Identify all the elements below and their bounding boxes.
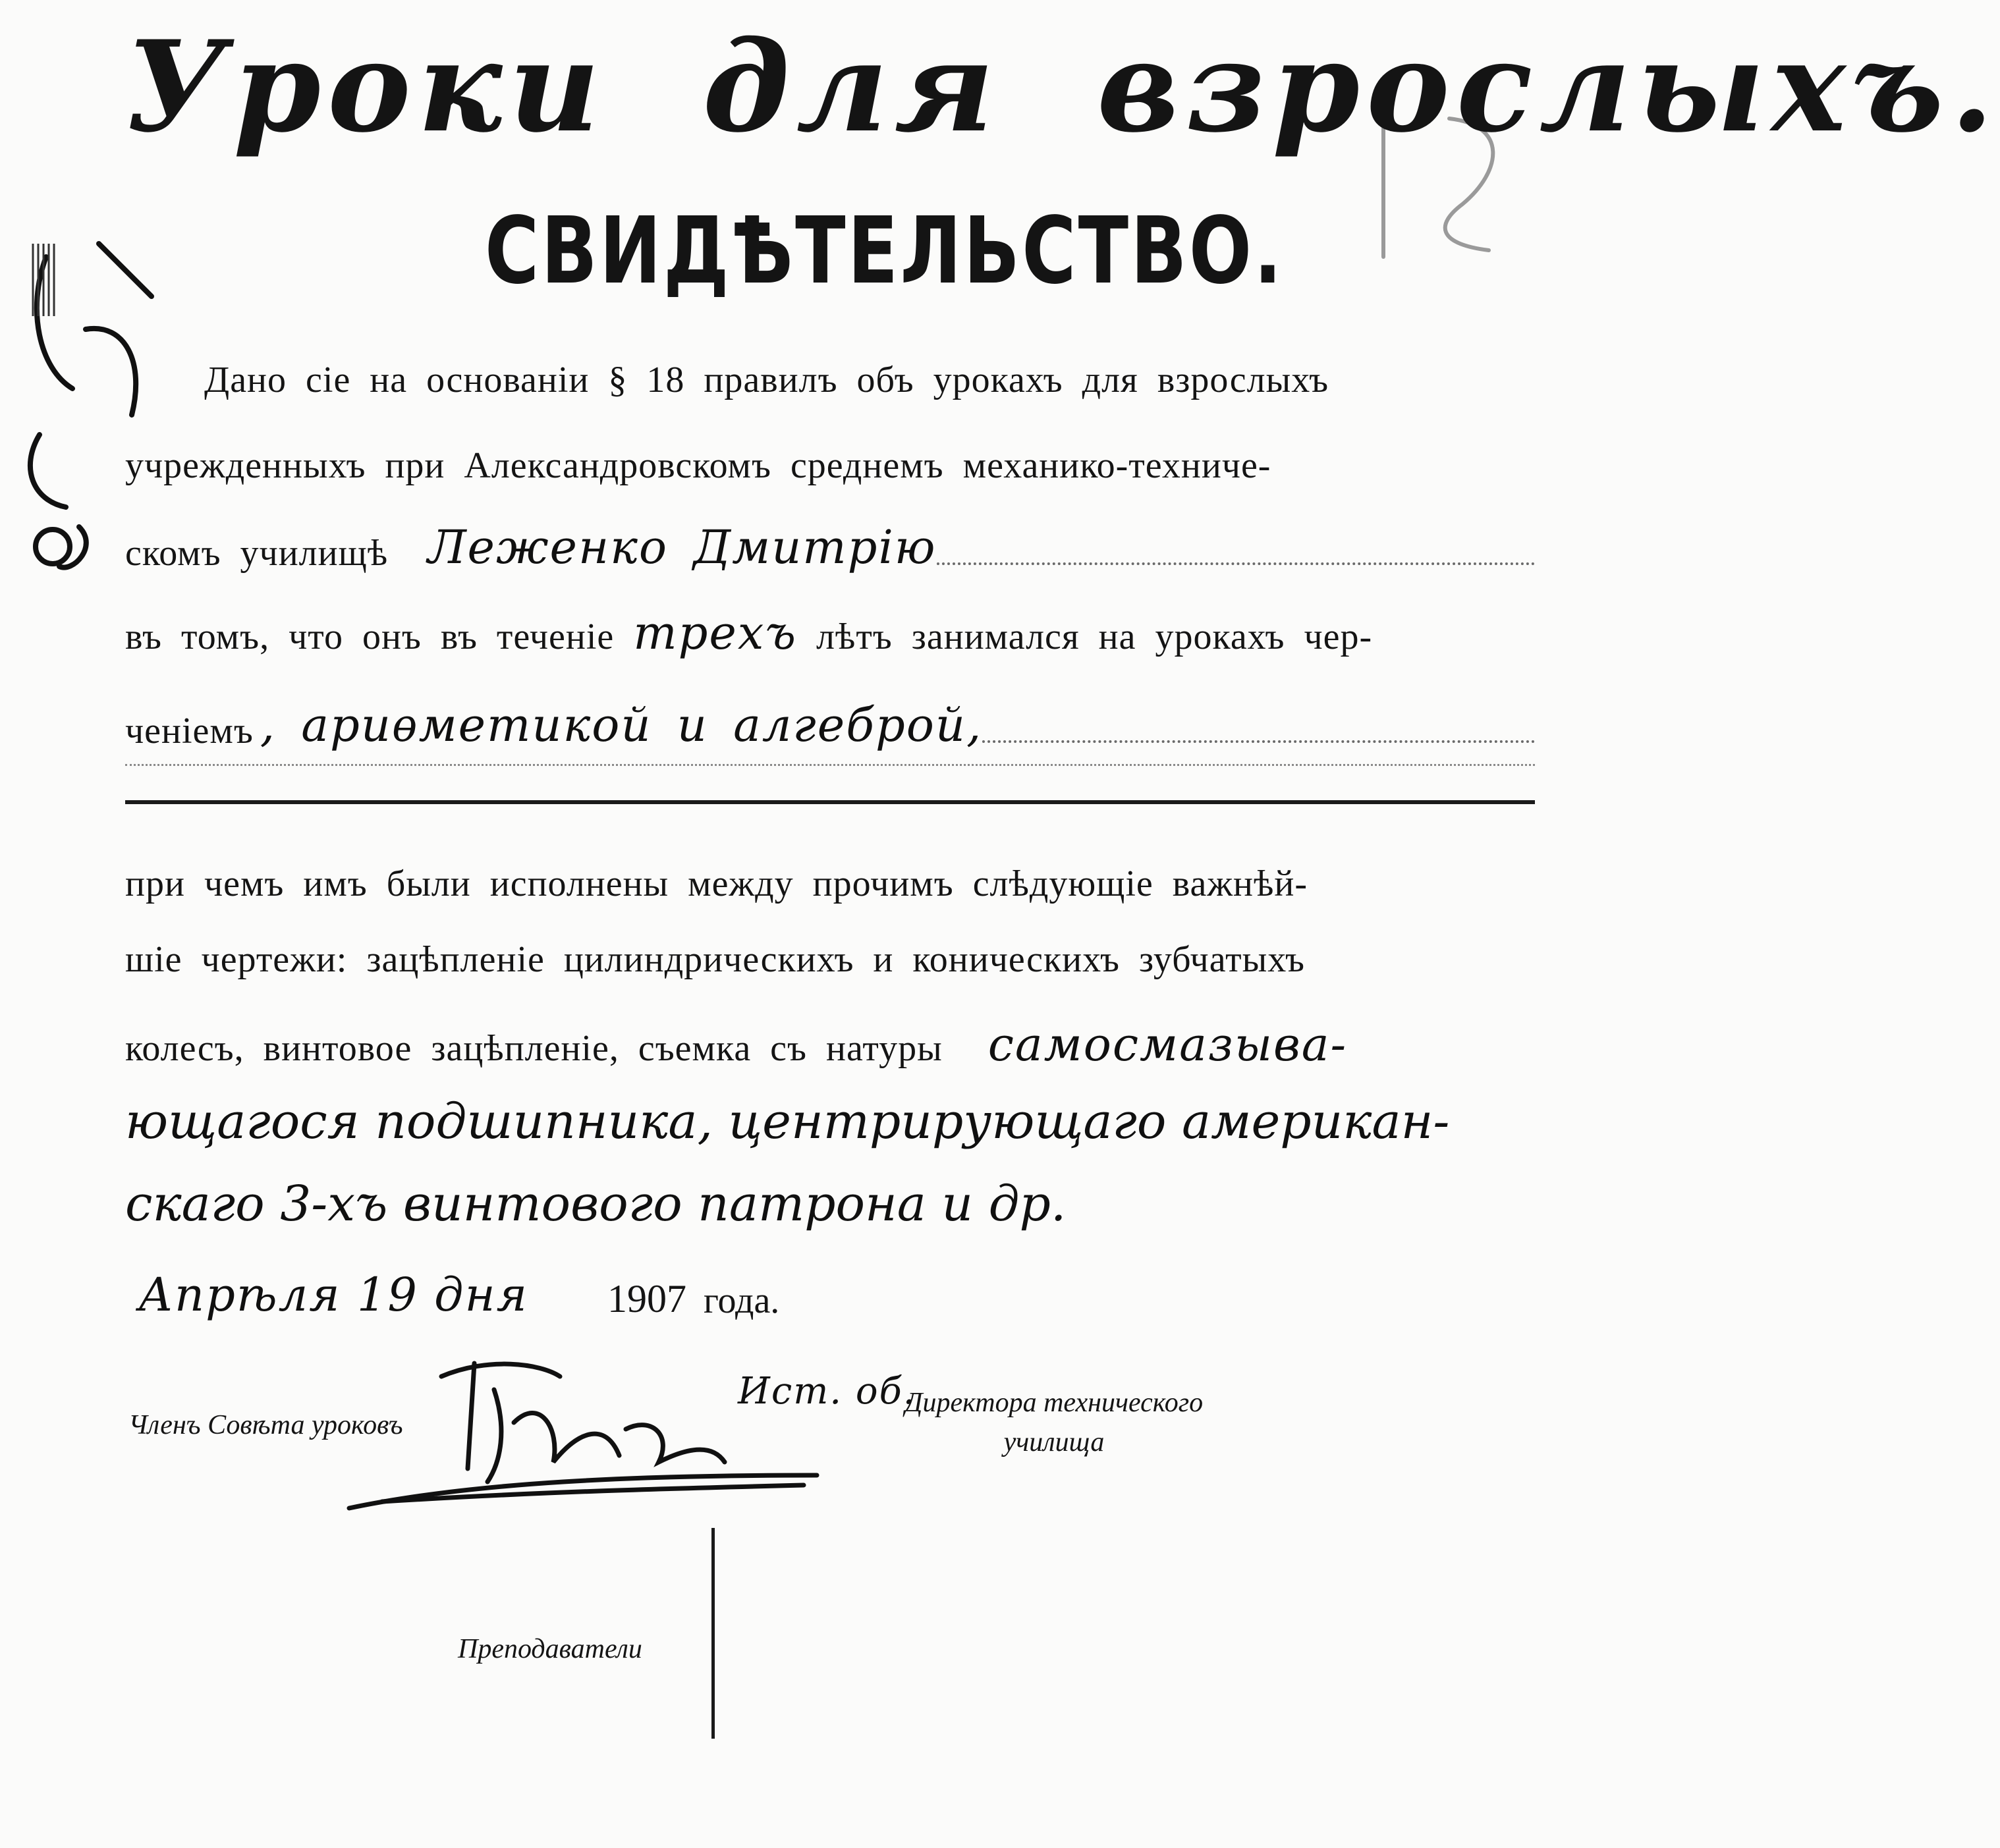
document-title: СВИДѢТЕЛЬСТВО.	[485, 198, 1284, 305]
director-title: Директора технического училища	[904, 1388, 1204, 1457]
drawing-item-start: самосмазыва-	[987, 1018, 1348, 1072]
body-line-3	[125, 520, 1535, 574]
subjects-studied: , ариѳметикой и алгеброй,	[260, 698, 983, 752]
body-line-4	[125, 606, 1535, 660]
teachers-label: Преподаватели	[458, 1634, 642, 1664]
body-line-1: Дано сіе на основаніи § 18 правилъ объ урокахъ для взрослыхъ	[204, 360, 1329, 400]
council-member-label: Членъ Совѣта уроковъ	[128, 1410, 403, 1440]
issue-day-month: Апрѣля 19 дня	[138, 1268, 528, 1322]
issue-date	[138, 1268, 779, 1322]
year-word: года.	[703, 1280, 780, 1321]
blank-dotted-line	[125, 764, 1535, 766]
director-acting-note: Ист. об.	[738, 1370, 916, 1413]
body-line-5	[125, 698, 1535, 752]
teachers-bracket	[711, 1528, 715, 1739]
body-line-3-prefix: скомъ училищѣ	[125, 533, 389, 574]
dotted-fill	[982, 740, 1535, 743]
body-line-8-prefix: колесъ, винтовое зацѣпленіе, съемка съ натуры	[125, 1028, 943, 1069]
duration-years: трехъ	[633, 606, 797, 660]
body-line-2: учрежденныхъ при Александровскомъ среднемъ механико-техниче-	[125, 445, 1271, 486]
decor-heading: Уроки для взрослыхъ.	[125, 13, 2000, 160]
drawing-items-line-2: скаго 3-хъ винтового патрона и др.	[125, 1176, 1067, 1232]
dotted-fill	[937, 562, 1536, 565]
body-line-8	[125, 1018, 1535, 1072]
body-line-6: при чемъ имъ были исполнены между прочимъ слѣдующіе важнѣй-	[125, 863, 1308, 904]
body-line-7: шіе чертежи: зацѣпленіе цилиндрическихъ и коническихъ зубчатыхъ	[125, 939, 1306, 980]
recipient-name: Леженко Дмитрію	[428, 520, 937, 574]
section-rule	[125, 800, 1535, 804]
body-line-5-prefix: ченіемъ	[125, 711, 254, 751]
issue-year: 1907	[607, 1277, 686, 1320]
body-line-4-end: лѣтъ занимался на урокахъ чер-	[816, 616, 1373, 657]
body-line-4-start: въ томъ, что онъ въ теченіе	[125, 616, 615, 657]
drawing-items-line: ющагося подшипника, центрирующаго американ-	[125, 1093, 1450, 1150]
